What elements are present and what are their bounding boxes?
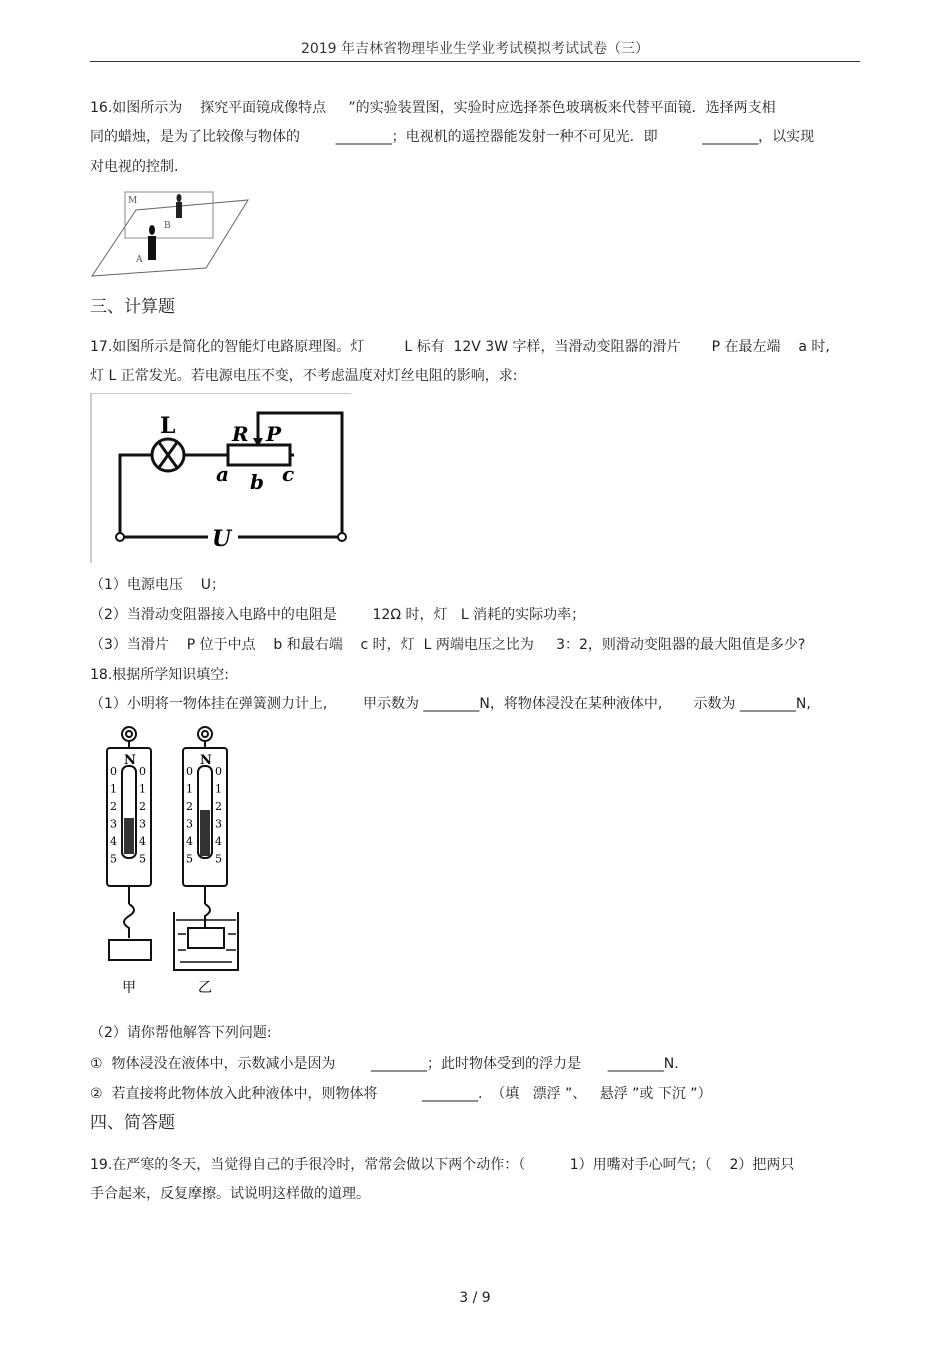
label-yi: 乙 xyxy=(198,980,212,996)
q17-sub-3: （3）当滑片 P 位于中点 b 和最右端 c 时，灯 L 两端电压之比为 3：2，则滑动变阻器的最大阻值是多少? xyxy=(90,637,806,653)
q18-line-4: ① 物体浸没在液体中，示数减小是因为 ________；此时物体受到的浮力是 ________N. xyxy=(90,1056,679,1072)
q18-line-5: ② 若直接将此物体放入此种液体中，则物体将 ________. （填 漂浮 ”、 悬浮 ”或 下沉 ”） xyxy=(90,1086,712,1102)
scale-tick-label: 3 xyxy=(186,817,193,831)
scale-tick-label: 1 xyxy=(186,782,193,796)
scale-tick-label: 0 xyxy=(186,765,193,778)
section-4-title: 四、简答题 xyxy=(90,1113,175,1133)
q19-line-2: 手合起来，反复摩擦。试说明这样做的道理。 xyxy=(90,1186,370,1202)
q17-line-1: 17.如图所示是简化的智能灯电路原理图。灯 L 标有 12V 3W 字样，当滑动变阻器的滑片 P 在最左端 a 时, xyxy=(90,339,830,355)
label-l: L xyxy=(160,413,176,439)
scale-unit-right: N xyxy=(200,753,212,768)
fig-label-a: A xyxy=(136,255,143,265)
fig-label-b: B xyxy=(164,221,171,231)
terminal-left xyxy=(116,533,124,541)
q18-line-2: （1）小明将一物体挂在弹簧测力计上, 甲示数为 ________N，将物体浸没在某种液体中, 示数为 ________N, xyxy=(90,696,811,712)
q18-line-1: 18.根据所学知识填空: xyxy=(90,667,229,683)
q16-line-2: 同的蜡烛，是为了比较像与物体的 ________；电视机的遥控器能发射一种不可见光．即 ________，以实现 xyxy=(90,129,815,145)
candle-b xyxy=(176,202,182,218)
q17-line-2: 灯 L 正常发光。若电源电压不变，不考虑温度对灯丝电阻的影响，求: xyxy=(90,368,518,384)
scale-tick-label: 1 xyxy=(215,782,222,796)
label-u: U xyxy=(212,526,232,552)
scale-tick-label: 2 xyxy=(139,800,146,813)
q19-line-1: 19.在严寒的冬天，当觉得自己的手很冷时，常常会做以下两个动作：（ 1）用嘴对手心呵气；（ 2）把两只 xyxy=(90,1157,795,1173)
label-b: b xyxy=(250,470,264,494)
scale-unit-left: N xyxy=(124,753,136,768)
label-c: c xyxy=(282,462,295,486)
scale-tick-label: 0 xyxy=(110,765,117,778)
scale-tick-label: 4 xyxy=(215,835,222,848)
scale-tick-label: 1 xyxy=(139,782,146,796)
page-header: 2019 年吉林省物理毕业生学业考试模拟考试试卷（三） xyxy=(300,41,650,57)
spring-scale-figure xyxy=(100,722,260,1000)
q16-line-1: 16.如图所示为 探究平面镜成像特点 ”的实验装置图，实验时应选择茶色玻璃板来代替平面镜．选择两支相 xyxy=(90,100,776,116)
label-a: a xyxy=(216,462,229,486)
q17-sub-1: （1）电源电压 U； xyxy=(90,577,225,593)
label-r: R xyxy=(232,422,249,446)
mirror-experiment-figure xyxy=(90,188,250,280)
scale-tick-label: 2 xyxy=(110,800,117,813)
scale-tick-label: 2 xyxy=(186,800,193,813)
fig-label-m: M xyxy=(128,196,138,206)
scale-tick-label: 5 xyxy=(215,852,222,866)
label-p: P xyxy=(266,422,282,446)
scale-tick-label: 4 xyxy=(110,835,117,848)
scale-tick-label: 4 xyxy=(139,835,146,848)
label-jia: 甲 xyxy=(122,980,136,996)
terminal-right xyxy=(338,533,346,541)
section-3-title: 三、计算题 xyxy=(90,297,175,317)
scale-tick-label: 5 xyxy=(139,852,146,866)
scale-tick-label: 1 xyxy=(110,782,117,796)
scale-tick-label: 3 xyxy=(110,817,117,831)
scale-tick-label: 3 xyxy=(215,817,222,831)
scale-tick-label: 2 xyxy=(215,800,222,813)
circuit-diagram xyxy=(90,393,352,565)
q18-line-3: （2）请你帮他解答下列问题: xyxy=(90,1025,272,1041)
scale-tick-label: 0 xyxy=(215,765,222,778)
header-rule xyxy=(90,61,860,62)
scale-tick-label: 5 xyxy=(110,852,117,866)
scale-tick-label: 4 xyxy=(186,835,193,848)
scale-tick-label: 0 xyxy=(139,765,146,778)
q17-sub-2: （2）当滑动变阻器接入电路中的电阻是 12Ω 时，灯 L 消耗的实际功率； xyxy=(90,607,586,623)
scale-tick-label: 3 xyxy=(139,817,146,831)
q16-line-3: 对电视的控制. xyxy=(90,159,179,175)
candle-a xyxy=(148,236,156,260)
scale-tick-label: 5 xyxy=(186,852,193,866)
page-number: 3 / 9 xyxy=(459,1290,491,1306)
